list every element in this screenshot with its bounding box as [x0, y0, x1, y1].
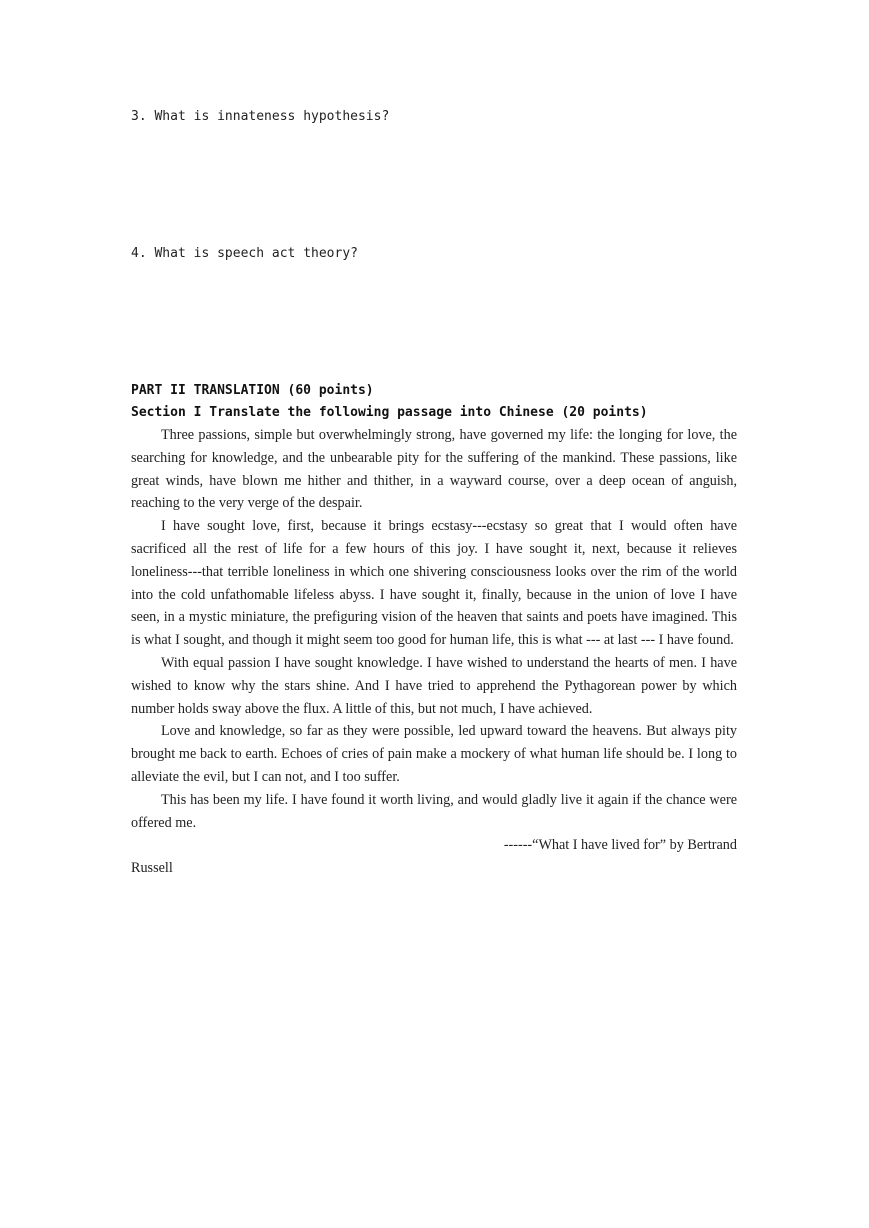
question-3 — [131, 105, 389, 128]
passage-paragraph: Three passions, simple but overwhelmingly strong, have governed my life: the longing for love, the searching for knowledge, and the unbearable pity for the suffering of the mankind. These passions, like great winds, have blown me hither and thither, in a wayward course, over a deep ocean of anguish, reaching to the very verge of the despair. — [131, 427, 737, 512]
question-text: What is innateness hypothesis? — [154, 109, 390, 124]
passage-paragraph: This has been my life. I have found it worth living, and would gladly live it again if the chance were offered me. — [131, 791, 737, 831]
question-text: What is speech act theory? — [154, 246, 358, 261]
passage-attribution: ------“What I have lived for” by Bertrand — [503, 837, 737, 854]
translation-passage — [131, 424, 737, 880]
passage-paragraph: Love and knowledge, so far as they were possible, led upward toward the heavens. But always pity brought me back to earth. Echoes of cries of pain make a mockery of what human life should be. I long to alleviate the evil, but I can not, and I too suffer. — [131, 723, 737, 785]
part-title: PART II TRANSLATION (60 points) — [131, 383, 374, 398]
question-number: 3. — [131, 109, 147, 124]
passage-paragraph: With equal passion I have sought knowledge. I have wished to understand the hearts of men. I have wished to know why the stars shine. And I have tried to apprehend the Pythagorean power by which number holds sway above the flux. A little of this, but not much, I have achieved. — [131, 654, 737, 717]
passage-attribution-author: Russell — [131, 860, 173, 877]
passage-paragraph: I have sought love, first, because it brings ecstasy---ecstasy so great that I would often have sacrificed all the rest of life for a few hours of this joy. I have sought it, next, because it relieves loneliness---that terrible loneliness in which one shivering consciousness looks over the rim of the world into the cold unfathomable lifeless abyss. I have sought it, finally, because in the union of love I have seen, in a mystic miniature, the prefiguring vision of the heaven that saints and poets have imagined. This is what I sought, and though it might seem too good for human life, this is what --- at last --- I have found. — [131, 518, 737, 649]
question-4 — [131, 242, 358, 265]
question-number: 4. — [131, 246, 147, 261]
section-title: Section I Translate the following passage into Chinese (20 points) — [131, 405, 648, 420]
